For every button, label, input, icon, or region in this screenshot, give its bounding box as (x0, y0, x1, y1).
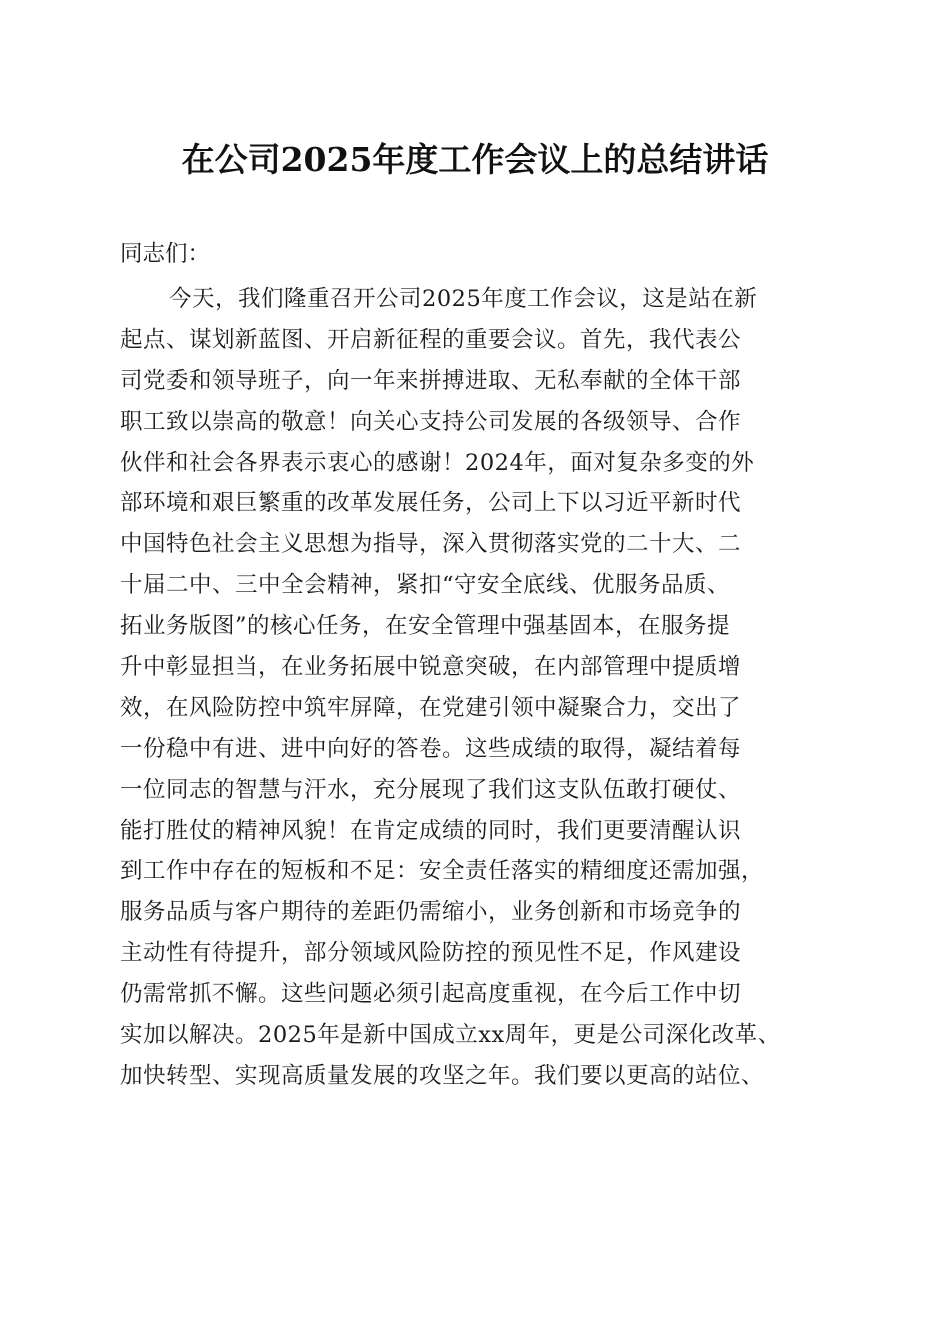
paragraph-line: 仍需常抓不懈。这些问题必须引起高度重视，在今后工作中切 (120, 981, 742, 1008)
paragraph-line: 部环境和艰巨繁重的改革发展任务，公司上下以习近平新时代 (120, 490, 742, 517)
paragraph-line: 起点、谋划新蓝图、开启新征程的重要会议。首先，我代表公 (120, 326, 742, 353)
paragraph-line: 服务品质与客户期待的差距仍需缩小，业务创新和市场竞争的 (120, 899, 742, 926)
paragraph-line: 一位同志的智慧与汗水，充分展现了我们这支队伍敢打硬仗、 (120, 776, 742, 803)
paragraph-line: 一份稳中有进、进中向好的答卷。这些成绩的取得，凝结着每 (120, 735, 742, 762)
salutation: 同志们： (120, 241, 211, 267)
paragraph-line: 升中彰显担当，在业务拓展中锐意突破，在内部管理中提质增 (120, 654, 742, 681)
paragraph-line: 今天，我们隆重召开公司2025年度工作会议，这是站在新 (169, 286, 758, 312)
document-title: 在公司2025年度工作会议上的总结讲话 (181, 140, 769, 179)
paragraph-line: 效，在风险防控中筑牢屏障，在党建引领中凝聚合力，交出了 (120, 694, 742, 721)
paragraph-line: 到工作中存在的短板和不足：安全责任落实的精细度还需加强， (120, 858, 765, 885)
paragraph-line: 拓业务版图”的核心任务，在安全管理中强基固本，在服务提 (120, 613, 731, 640)
paragraph-line: 能打胜仗的精神风貌！在肯定成绩的同时，我们更要清醒认识 (120, 817, 742, 844)
paragraph-line: 十届二中、三中全会精神，紧扣“守安全底线、优服务品质、 (120, 572, 731, 599)
paragraph-line: 职工致以崇高的敬意！向关心支持公司发展的各级领导、合作 (120, 408, 742, 435)
paragraph-line: 司党委和领导班子，向一年来拼搏进取、无私奉献的全体干部 (120, 367, 742, 394)
paragraph-line: 主动性有待提升，部分领域风险防控的预见性不足，作风建设 (120, 940, 742, 967)
body-paragraph (120, 279, 840, 1097)
paragraph-line: 伙伴和社会各界表示衷心的感谢！2024年，面对复杂多变的外 (120, 449, 755, 476)
paragraph-line: 中国特色社会主义思想为指导，深入贯彻落实党的二十大、二 (120, 531, 742, 558)
paragraph-line: 实加以解决。2025年是新中国成立xx周年，更是公司深化改革、 (120, 1022, 781, 1049)
paragraph-line: 加快转型、实现高质量发展的攻坚之年。我们要以更高的站位、 (120, 1062, 765, 1089)
